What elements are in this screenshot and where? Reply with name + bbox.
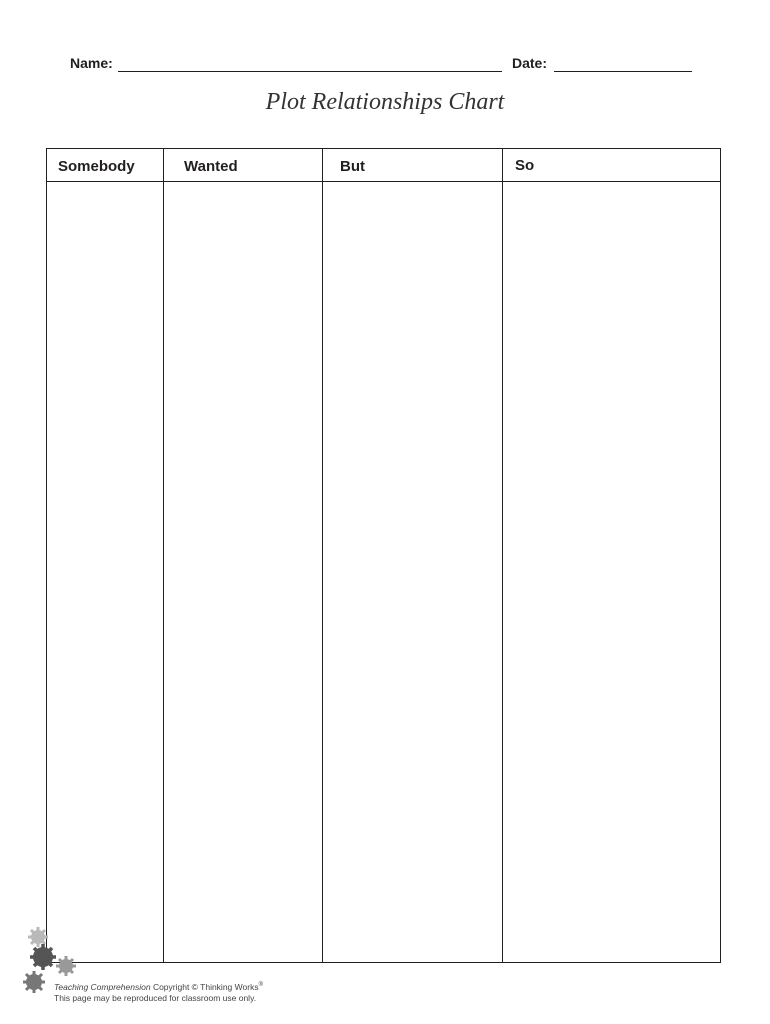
footer-reproduction-note: This page may be reproduced for classroom use only. bbox=[54, 992, 257, 1003]
plot-relationships-table bbox=[46, 148, 721, 963]
column-header-somebody: Somebody bbox=[58, 158, 135, 175]
but-cell[interactable] bbox=[323, 183, 502, 962]
header-row bbox=[70, 55, 692, 75]
somebody-cell[interactable] bbox=[47, 183, 163, 962]
column-header-but: But bbox=[340, 158, 365, 175]
name-label: Name: bbox=[70, 55, 113, 71]
date-label: Date: bbox=[512, 55, 548, 71]
name-field-line[interactable] bbox=[118, 71, 502, 72]
header-divider bbox=[47, 181, 720, 182]
date-field-line[interactable] bbox=[554, 71, 692, 72]
footer-book-title: Teaching Comprehension bbox=[54, 981, 151, 992]
so-cell[interactable] bbox=[503, 183, 720, 962]
footer-copyright-line bbox=[54, 980, 263, 993]
wanted-cell[interactable] bbox=[164, 183, 322, 962]
column-header-wanted: Wanted bbox=[184, 158, 238, 175]
page-title: Plot Relationships Chart bbox=[265, 89, 505, 115]
registered-mark: ® bbox=[258, 982, 263, 988]
column-header-so: So bbox=[515, 157, 535, 174]
footer bbox=[54, 980, 263, 1004]
footer-copyright: Copyright © Thinking Works bbox=[152, 981, 259, 992]
